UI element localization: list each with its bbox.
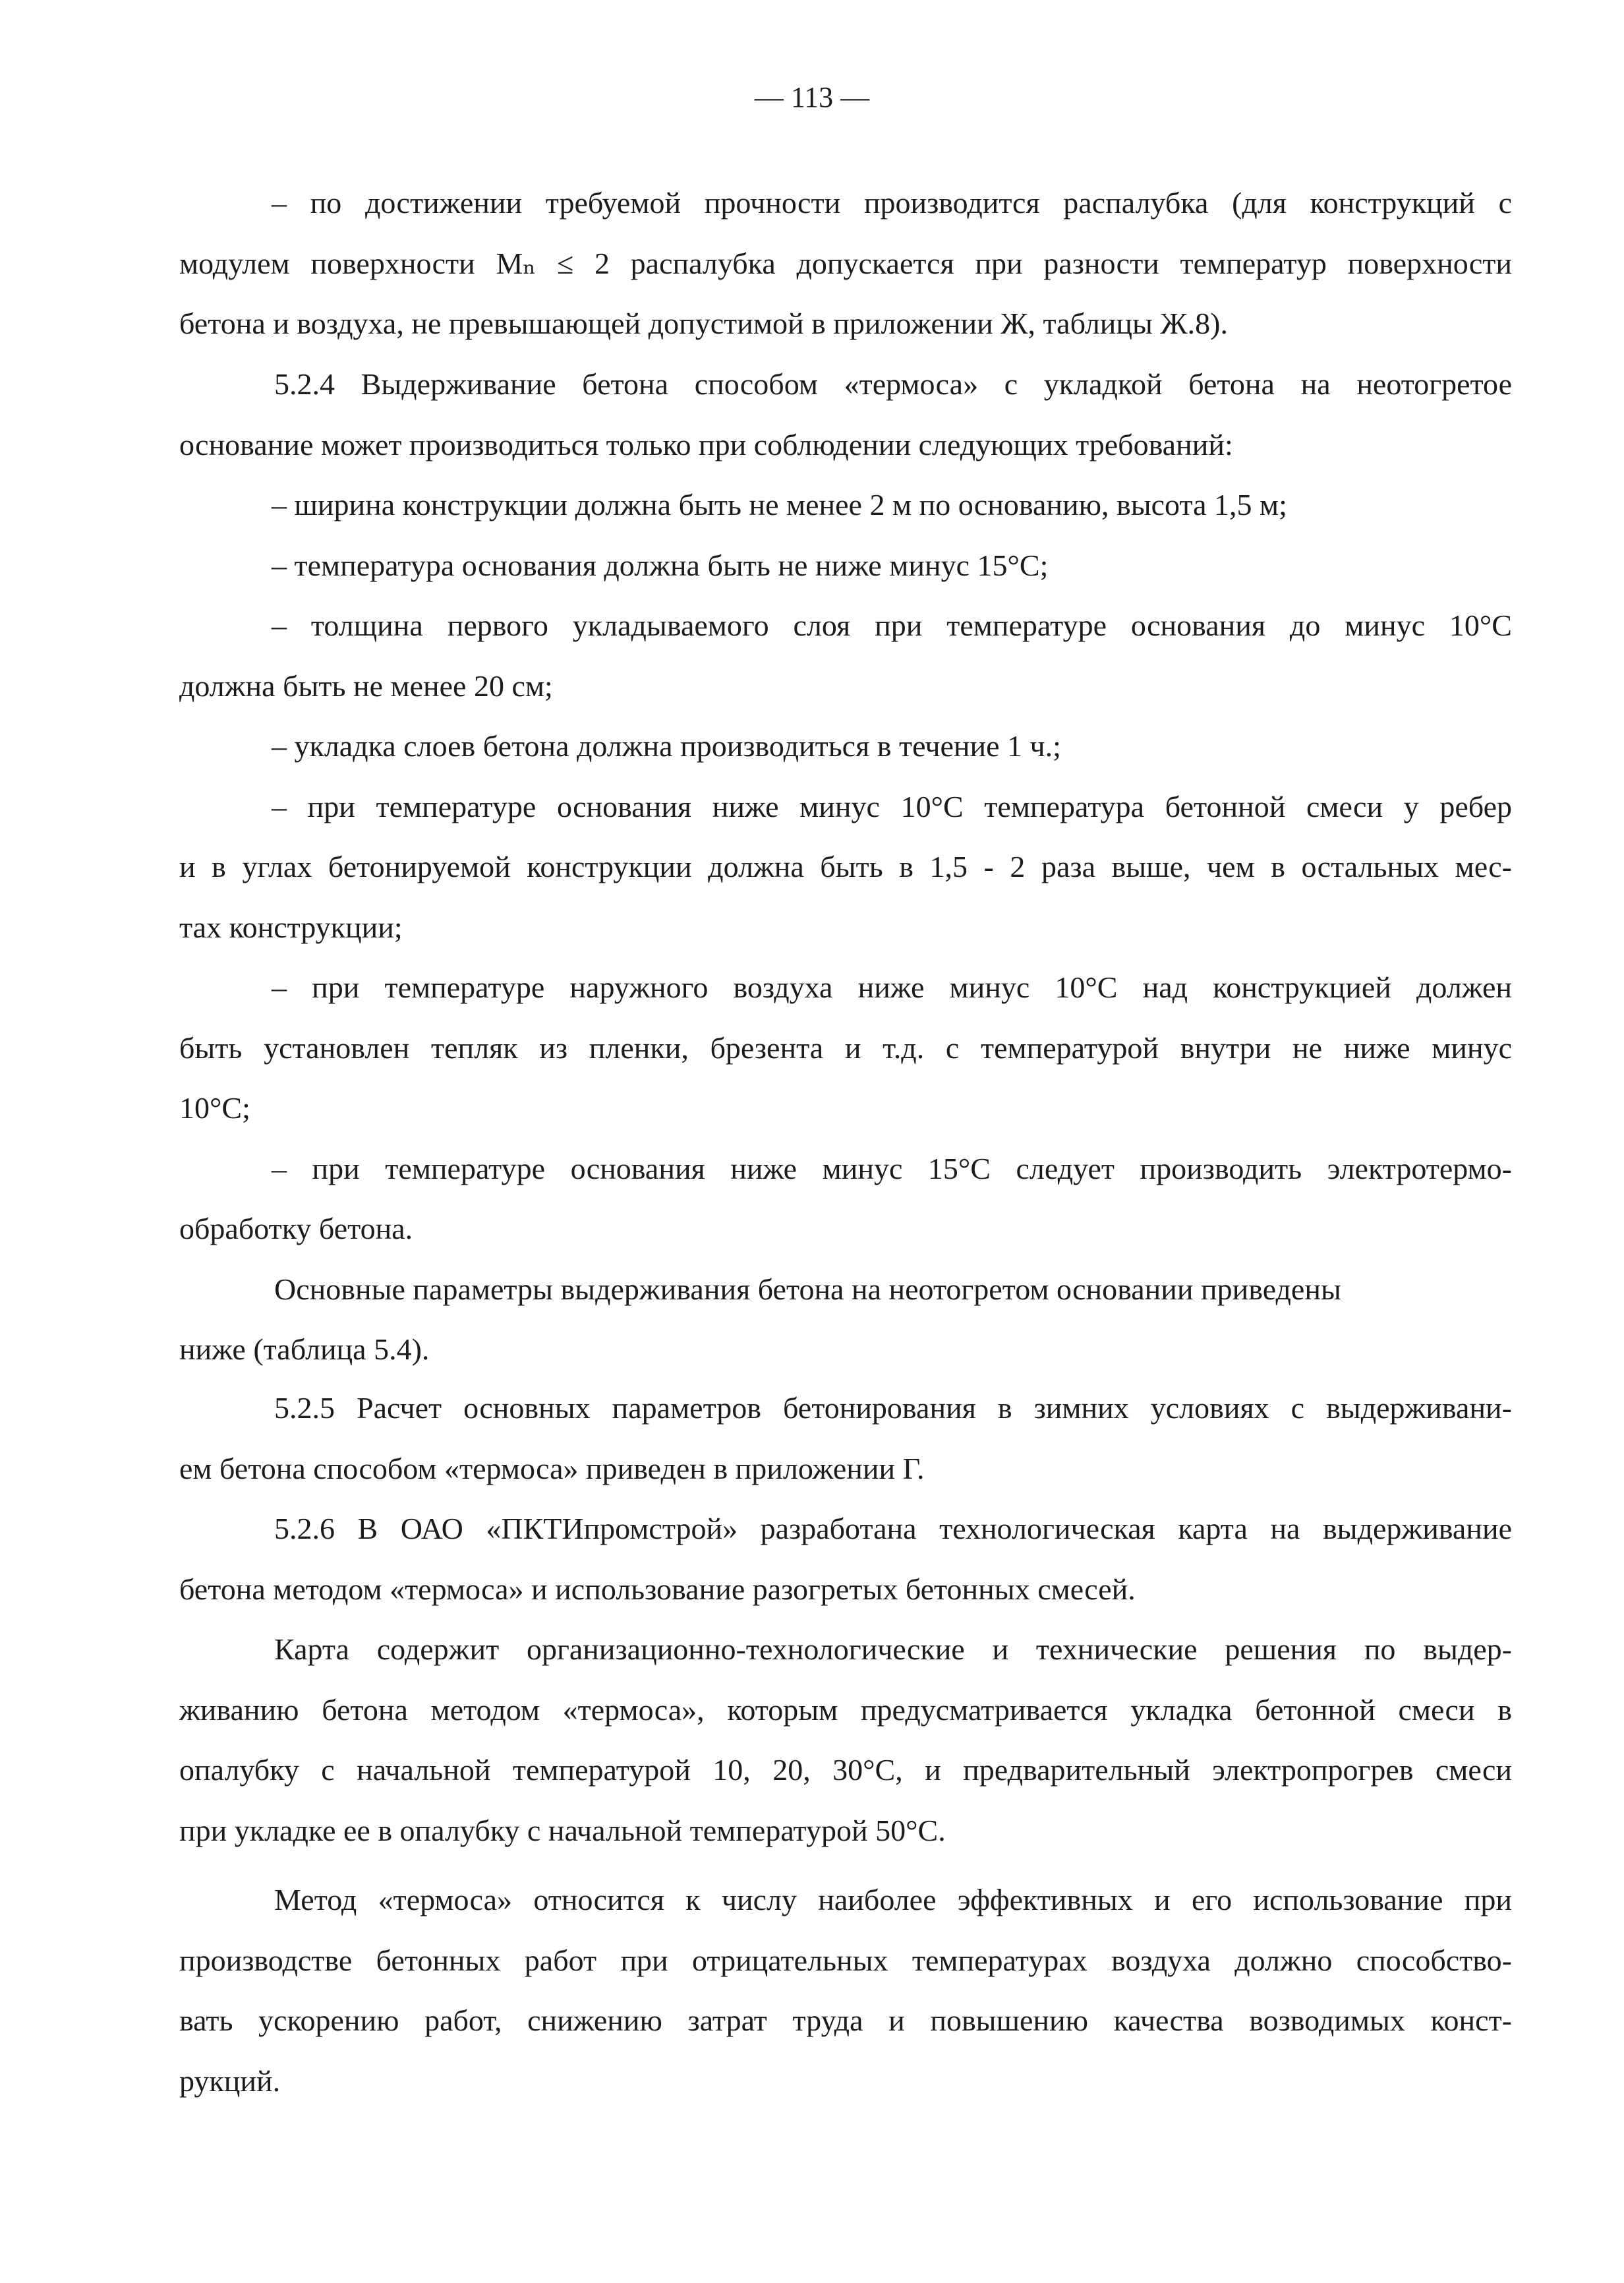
text-line: тах конструкции; xyxy=(179,910,403,944)
text-line: должна быть не менее 20 см; xyxy=(179,668,553,703)
text-line: Основные параметры выдерживания бетона на неотогретом основании приведены xyxy=(274,1272,1341,1306)
text-line: модулем поверхности Mₙ ≤ 2 распалубка допускается при разности температур поверхности xyxy=(179,246,1512,280)
text-line: Карта содержит организационно-технологические и технические решения по выдер- xyxy=(274,1632,1512,1666)
text-line: ниже (таблица 5.4). xyxy=(179,1332,430,1366)
paragraph-block xyxy=(179,1378,1512,1860)
text-line: 5.2.6 В ОАО «ПКТИпромстрой» разработана технологическая карта на выдерживание xyxy=(274,1512,1512,1545)
text-line: 5.2.4 Выдерживание бетона способом «термоса» с укладкой бетона на неотогретое xyxy=(274,367,1512,401)
text-line: производстве бетонных работ при отрицательных температурах воздуха должно способство- xyxy=(179,1943,1512,1977)
paragraph-block xyxy=(179,354,1512,1380)
text-line: – при температуре основания ниже минус 10°С температура бетонной смеси у ребер xyxy=(272,789,1512,823)
text-line: ем бетона способом «термоса» приведен в приложении Г. xyxy=(179,1451,925,1485)
paragraph-block xyxy=(179,1870,1512,2111)
text-line: – по достижении требуемой прочности производится распалубка (для конструкций с xyxy=(272,186,1512,220)
text-line: живанию бетона методом «термоса», которым предусматривается укладка бетонной смеси в xyxy=(179,1692,1512,1727)
text-line: – при температуре основания ниже минус 15°С следует производить электротермо- xyxy=(272,1151,1512,1185)
text-line: – при температуре наружного воздуха ниже минус 10°С над конструкцией должен xyxy=(272,970,1512,1004)
text-line: 10°С; xyxy=(179,1091,250,1125)
text-line: – укладка слоев бетона должна производиться в течение 1 ч.; xyxy=(272,729,1061,763)
text-line: 5.2.5 Расчет основных параметров бетонирования в зимних условиях с выдерживани- xyxy=(274,1391,1512,1425)
text-line: – температура основания должна быть не ниже минус 15°С; xyxy=(272,548,1049,582)
text-line: рукций. xyxy=(179,2063,281,2098)
text-line: при укладке ее в опалубку с начальной температурой 50°С. xyxy=(179,1813,946,1847)
text-line: основание может производиться только при соблюдении следующих требований: xyxy=(179,427,1233,461)
text-line: вать ускорению работ, снижению затрат труда и повышению качества возводимых конст- xyxy=(179,2003,1512,2037)
text-line: – толщина первого укладываемого слоя при температуре основания до минус 10°С xyxy=(272,608,1512,642)
text-line: обработку бетона. xyxy=(179,1212,413,1245)
text-line: Метод «термоса» относится к числу наиболее эффективных и его использование при xyxy=(274,1883,1512,1916)
text-line: опалубку с начальной температурой 10, 20, 30°С, и предварительный электропрогрев смеси xyxy=(179,1753,1512,1787)
text-line: и в углах бетонируемой конструкции должна быть в 1,5 - 2 раза выше, чем в остальных мес- xyxy=(179,850,1512,883)
text-line: быть установлен тепляк из пленки, брезента и т.д. с температурой внутри не ниже минус xyxy=(179,1030,1512,1065)
page-number: — 113 — xyxy=(754,81,870,113)
paragraph-block xyxy=(179,173,1512,354)
text-line: – ширина конструкции должна быть не менее 2 м по основанию, высота 1,5 м; xyxy=(272,488,1287,521)
text-line: бетона методом «термоса» и использование разогретых бетонных смесей. xyxy=(179,1572,1136,1606)
text-line: бетона и воздуха, не превышающей допустимой в приложении Ж, таблицы Ж.8). xyxy=(179,307,1228,340)
